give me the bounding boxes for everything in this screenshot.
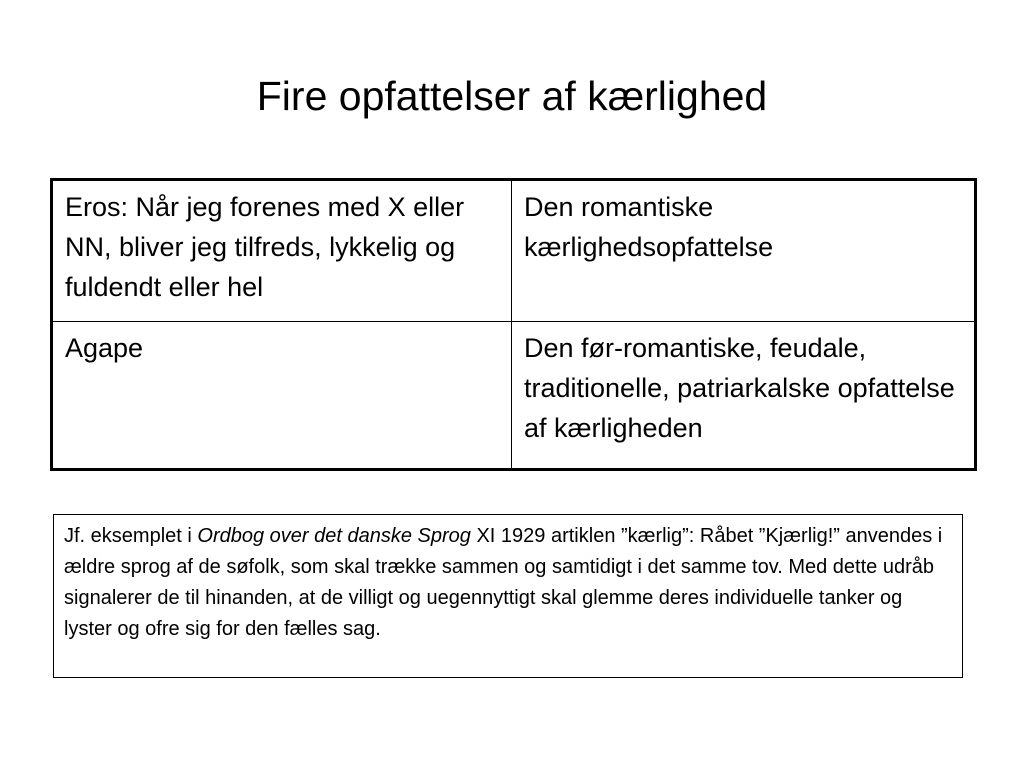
table-row [52, 180, 976, 322]
table-cell-concept: Eros: Når jeg forenes med X eller NN, bliver jeg tilfreds, lykkelig og fuldendt eller hel [52, 180, 512, 322]
table-cell-concept: Agape [52, 322, 512, 470]
slide-title: Fire opfattelser af kærlighed [256, 73, 768, 119]
dictionary-note [53, 514, 963, 678]
note-source-title: Ordbog over det danske Sprog [197, 525, 471, 547]
note-prefix: Jf. eksemplet i [64, 525, 198, 547]
note-body: XI 1929 artiklen ”kærlig”: Råbet ”Kjærlig!” anvendes i ældre sprog af de søfolk, som skal trække sammen og samtidigt i det samme tov. Med dette udråb signalerer de til hinanden, at de villigt og uegennyttigt skal glemme deres individuelle tanker og lyster og ofre sig for den fælles sag. [64, 525, 943, 640]
table-cell-interpretation: Den før-romantiske, feudale, traditionelle, patriarkalske opfattelse af kærligheden [512, 322, 976, 470]
table-cell-interpretation: Den romantiske kærlighedsopfattelse [512, 180, 976, 322]
table-row [52, 322, 976, 470]
love-concepts-table [50, 178, 977, 471]
